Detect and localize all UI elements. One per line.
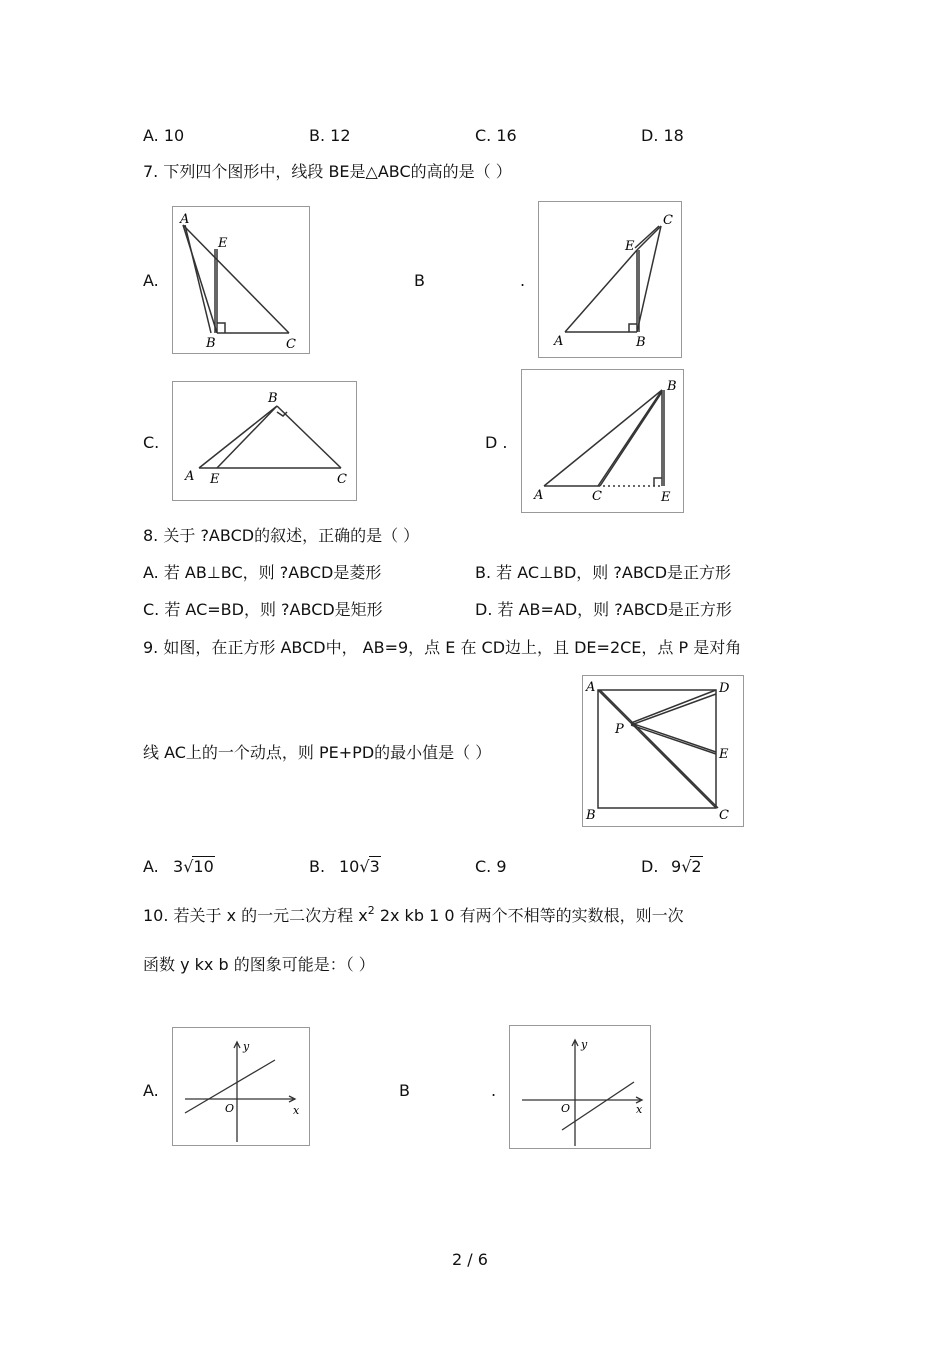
label-a: A [180,212,190,227]
label-e: E [218,236,228,251]
label-e: E [625,239,635,254]
q9-option-c: C. 9 [475,857,507,876]
q9-option-b-value [339,857,381,877]
coefficient: 3 [173,857,184,876]
label-o: O [225,1102,235,1115]
label-a: A [554,334,564,349]
label-a: A [534,488,544,503]
q9-option-a-value [173,857,215,877]
label-y: y [581,1038,588,1051]
coefficient: 9 [671,857,682,876]
q7-stem: 7. 下列四个图形中，线段 BE是△ABC的高的是（ ） [143,162,512,181]
q10-option-b: B [399,1081,410,1100]
label-a: A [586,680,596,695]
q9-stem-line2: 线 AC上的一个动点，则 PE+PD的最小值是（ ） [143,743,492,762]
q10-option-b-dot: . [491,1081,497,1100]
q9-option-a-label: A. [143,857,159,876]
coefficient: 10 [339,857,360,876]
q6-option-b: B. 12 [309,126,351,145]
q7-option-c: C. [143,433,160,452]
q7-figure-d [521,369,684,513]
label-e: E [210,472,220,487]
q7-figure-a [172,206,310,354]
q7-option-b-dot: . [520,271,526,290]
radicand: 3 [369,857,380,876]
q9-option-b-label: B. [309,857,326,876]
radicand: 2 [691,857,702,876]
label-b: B [636,335,646,350]
q10-exponent: 2 [367,904,375,917]
label-b: B [667,379,677,394]
q7-option-d: D . [485,433,508,452]
radical-sign-icon: √ [183,857,194,876]
q9-option-d-value [671,857,703,877]
label-e: E [661,490,671,505]
label-c: C [286,337,296,352]
label-c: C [592,489,602,504]
q10-stem-line2: 函数 y kx b 的图象可能是：（ ） [143,955,375,974]
label-x: x [636,1103,643,1116]
page-number: 2 / 6 [452,1250,488,1269]
label-c: C [719,808,729,823]
label-o: O [561,1102,571,1115]
q8-option-b: B. 若 AC⊥BD，则 ?ABCD是正方形 [475,563,732,582]
q7-figure-b [538,201,682,358]
q10-figure-a [172,1027,310,1146]
q9-figure [582,675,744,827]
q8-stem: 8. 关于 ?ABCD的叙述，正确的是（ ） [143,526,420,545]
radical-sign-icon: √ [359,857,370,876]
q6-option-a: A. 10 [143,126,185,145]
label-b: B [268,391,278,406]
label-d: D [719,681,730,696]
q8-option-c: C. 若 AC=BD，则 ?ABCD是矩形 [143,600,383,619]
q6-option-d: D. 18 [641,126,684,145]
q10-figure-b [509,1025,651,1149]
q10-option-a: A. [143,1081,159,1100]
radicand: 10 [193,857,214,876]
label-x: x [293,1104,300,1117]
label-b: B [206,336,216,351]
q6-option-c: C. 16 [475,126,517,145]
label-y: y [243,1040,250,1053]
q7-figure-c [172,381,357,501]
q9-option-d-label: D. [641,857,659,876]
q10-stem-part2: 2x kb 1 0 有两个不相等的实数根，则一次 [374,906,684,925]
radical-sign-icon: √ [681,857,692,876]
q7-option-a: A. [143,271,159,290]
q10-stem-part1: 10. 若关于 x 的一元二次方程 x [143,906,368,925]
label-a: A [185,469,195,484]
label-e: E [719,747,729,762]
q7-option-b: B [414,271,425,290]
q8-option-d: D. 若 AB=AD，则 ?ABCD是正方形 [475,600,732,619]
label-c: C [337,472,347,487]
q9-stem-line1: 9. 如图，在正方形 ABCD中， AB=9，点 E 在 CD边上，且 DE=2CE，点 P 是对角 [143,638,742,657]
q8-option-a: A. 若 AB⊥BC，则 ?ABCD是菱形 [143,563,382,582]
label-c: C [663,213,673,228]
label-b: B [586,808,596,823]
q10-stem-line1 [143,906,684,928]
label-p: P [615,722,624,737]
